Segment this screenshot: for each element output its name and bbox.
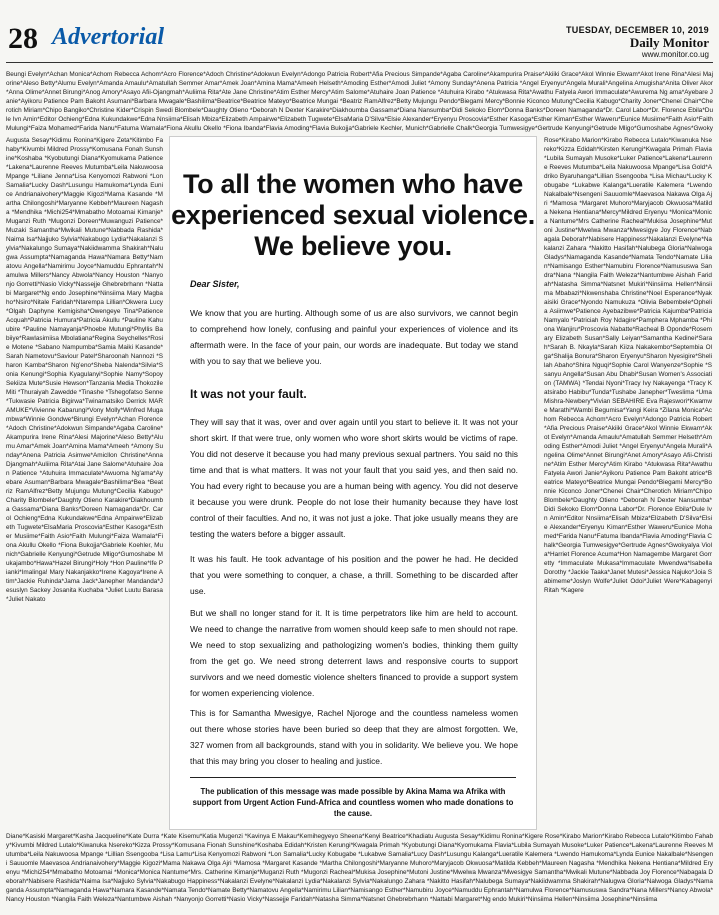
open-letter-panel — [169, 136, 537, 830]
paragraph-3: It was his fault. He took advantage of his position and the power he had. He decided that you were something to conquer, a chase, a thrill. Something to be discarded after use. — [190, 554, 518, 596]
page-header — [0, 0, 719, 58]
header-divider — [6, 62, 713, 63]
signatory-names-top: Beungi Evelyn*Achan Monica*Achom Rebecca Achom*Acro Florence*Adoch Christine*Adokwun Evelyn*Adongo Patricia Robert*Afia Precious Simpande*Agaba Caroline*Akampurira Praise*Akiiki Grace*Akol Winnie Ekwam*Akot Irene Rina*Alesi Majorine*Aleso Betty*Alumu Evelyn*Amanda Amaulu*Amatullah Semmer Amar*Amek Joan*Amina Mama*Ameeh Helseth*Amoding Esther*Amodi Juliet *Amony Sunday*Anena Patricia *Angel Eryenyu*Angela Murali*Angelina Amugisha*Anita Oliver Akor*Anna Olime*Annet Birungi*Anog Amory*Asayo Afii-Ojangmah*Auliima Rita*Ate Jane Christine*Atim Esther Mercy*Atim Salome*Atuhaire Joan Patience *Atuhuira Kirabo *Atukwasa Rita*Awathu Fatyela Awori Immaculate*Awurema Ng ama*Ayebare Janie*Ayikoru Patience Pam Bakoht Asumani*Barbara Mwagale*Bashilima*Beatrice*Beatrice Mateyo*Beatrice Mungai *Beatriz RamAlfrez*Betty Mujungu Pendo*Biegami Mercy*Bonnie Kiconco Mutung*Cecilia Kabugo*Charity Joner*Chenei Chair*Cherotich Miriam*Chipo Bangiko*Christine Kider*Crispin Swedi Blombele*Daughty Otieno *Deborah N Dexter Karakire*Diakhoumba Gassama*Diana Nansumba*Didi Sekoko Elom*Donna Banks*Doreen Namaganda*Dr. Carol Labor*Dr. Florence Ebila*Dule Ivn Amin*Editor Ochieng*Edna Kukundakwe*Edna Nnsiima*Elisah Mbiza*Elizabeth Ampairwe*Elizabeth Tugwete*ElsaMaria D'Silva*Elsie Alexander*Eryenyu Proscovia*Esther Kasoga*Esther Kiman*Esther Waweru*Eunice Musiime*Faith Asio*Faith Mulungi*Faiza Mohamed*Farida Nanu*Fatuma Wamala*Fiona Akullu Okello *Fiona Ibanda*Flavia Amoding*Flavia Bukojja*Gabriele Kechler, Munich*Gabrielle Chalk*Georgia Tumwesigye*Gertrude Kenyungi*Getrude Mligo*Gumoshabe Agnes*Gwoky — [6, 71, 713, 132]
signatory-names-left: Augusta Sesay*Kidimu Ronina*Kigere Zeta*Kitimbo Fahaby*Kivumbi Mildred Prossy*Komusana Fonah Sunshine*Koshaba *Kyobutungi Diana*Kyomukama Patience*Lakena*Laurenne Reeves Mutumba*Leila Nakuwoosa Mpange *Liliane Jenna*Lisa Kenyomozi Rabwoni *Lon Samalia*Lucky Dash*Lusungu Hamukoma*Lynda Eunice Andrianaivohery*Maggie Kigozi*Mama Kasande *Martha Chilongoshi*Maryanne Kebbeh*Maureen Nagasha *Mendhika *Michi254*Mmabatho Motoamai Kimanje*Muganzi Ruth *Mugonzi Doreen*Muwanguzi Patience*Muzaki Samantha*Mwikali Mutune*Nabbada Rashida*Naima Isa*Najjuko Sylvia*Nakabugo Lydia*Nakalanzi Sylvia*Nakalungo Sumaya*Nakiidwamma Shakirah*Nalugwa Assumpta*Namaganda Hawa*Namara Betty*Namatovu Angella*Namirimu Joyce*Namuddu Ephrantah*Namulwa Millers*Nancy Abwola*Nancy Houston *Nanyonjo Gorretti*Nasio Vicky*Nassejje Ghebrebrhann *Nattabi Margaret*Ng endo Josephine*Ninsiima Mary Magbaho*Nsiro*Nitale Faridah*Ntarempa Lillian*Okwera Lucy*Olgah Daphyne Kemigisha*Owengeye Tina*Patience Acquah*Patricia Humura*Patricia Akullu *Pauline Kahuubire *Pauline Namayanja*Phoebe Mutungi*Phyllis Babiiye*Rawlasimiisa Mbolatiana*Regina Seychelles*Rosie Motene *Sabano Nampumba*Samia Maiki Kasande*Sarah Nametovu*Saviour Patel*Sharoonah Nannozi *Sharon Kamba*Sharon Ng'eno*Sheba Nalenda*Silvia*Sonia Kenungi*Sophia Kyagulanyi*Sophie Namy*Sopoy Sekiiza Mute*Susie Hewson*Tanzania Media Thokozile Miti *Thuraiyah Zawedde *Tinashe *Tshegofatso Senne*Tukwasie Patricia Bigirwa*Twinamatsiko Derrick MARAMUKE*Vivienne Kabarungi*Vony Molly*Winfred Mugambwa*Winnie Gondwe*Birungi Evelyn*Achan Florence*Adoch Christine*Adokwun Simpande*Agaba Caroline*Akampurira Irene Rina*Alesi Majorine*Aleso Betty*Alumu Amar*Amek Joan*Amina Mama*Ameeh *Amony Sunday*Anena Patricia Asimwe*Amicllon Christine*Anna Djangmah*Auliima Rita*Atai Jane Salome*Atuhaire Joan Patience *Atuhuira Immaculate*Awuoma Ng'ama*Ayebare Asuman*Barbara Mwagale*Bashilima*Bea *Beatriz RamAlfrez*Betty Mujungu Mutung*Cecilia Kabugo*Charity Blombele*Daughty Otieno Karakire*Diakhoumba Gassama*Diana Banks*Doreen Namaganda*Dr. Carol Ochieng*Edna Kukundakwe*Edna Ampairwe*Elizabeth Tugwete*ElsaMaria Proscovia*Esther Kasoga*Esther Musiime*Faith Asio*Faith Mulungi*Faiza Wamala*Fiona Akullu Okello *Fiona Bukojja*Gabriele Koehler, Munich*Gabrielle Kenyungi*Getrude Mligo*Gumoshabe Mukajambo*Hawa*Hazel Birungi*Holy *Hon Pauline*Ife Pianki*Imalinga! Mary Nakanjakko*Irene Kagoya*Irene Atim*Jackie Ruhinda*Jama Jack*Janepher Mandanda*Jesuslyn Sackey Josanita Kuchaba *Juliet Luutu Barasa*Juliet Nakato — [6, 137, 163, 603]
paragraph-1: We know that you are hurting. Although some of us are also survivors, we cannot begin to comprehend how lonely, confusing and painful your experiences of violence and its aftermath were. In the face of your pain, our words are inadequate. But today we stand with you to say that we believe you. — [190, 308, 518, 366]
website-link[interactable]: www.monitor.co.ug — [641, 50, 709, 59]
section-title: Advertorial — [52, 24, 164, 50]
headline-line-2: experienced sexual violence. — [171, 200, 535, 230]
headline — [170, 169, 536, 262]
sponsor-note: The publication of this message was made possible by Akina Mama wa Afrika with support from Urgent Action Fund-Africa and countless women who made donations to the cause. — [190, 777, 516, 819]
issue-date: TUESDAY, DECEMBER 10, 2019 — [565, 25, 709, 35]
headline-line-3: We believe you. — [254, 231, 452, 261]
paragraph-5: This is for Samantha Mwesigye, Rachel Njoroge and the countless nameless women out there whose stories have been buried so deep that they are almost forgotten. We, 327 women from all backgrounds, stand with you in solidarity. We believe you. We hope that this may bring you closer to healing and justice. — [190, 708, 518, 766]
salutation: Dear Sister, — [190, 279, 240, 289]
headline-line-1: To all the women who have — [182, 169, 524, 199]
newspaper-name: Daily Monitor — [629, 35, 709, 50]
paragraph-2: They will say that it was, over and over again until you start to believe it. It was not your short skirt. If that were true, only women who wore short skirts would be victims of rape. You did not deserve it because you had many previous sexual partners. You said no this time and that is what matters. It was not your fault that you said yes, and then said no. You had every right to because you are a human being with agency. You did not deserve it because you were drunk. People do not lose their humanity because they have lost control of their faculties. And no, it was not just a joke. That joke usually means they are testing the waters before a bigger assault. — [190, 417, 518, 539]
page-number: 28 — [8, 22, 38, 55]
signatory-names-bottom: Diane*Kasiski Margaret*Kasha Jacqueline*Kate Durra *Kate Kisemu*Katia Mugenzi *Kavinya E Makau*Kemihegyeyo Sheena*Kenyi Beatrice*Khadiatu Augusta Sesay*Kidimu Ronina*Kigere Rose*Kirabo Marion*Kirabo Rebecca Lutalo*Kitimbo Fahaby*Kivumbi Mildred Lutalo*Kiwanuka Nsereko*Kizza Prossy*Komusana Fionah Sunshine*Koshaba Edidah*Kristen Kerungi*Kwagala Primah *Kyobutungi Diana*Kyomukama Flavia*Lubila Sumayah Musoke*Luker Patience*Lakena*Laurenne Reeves Mutumba*Leila Nakuwoosa Mpange *Lillian Ssengooba *Lisa Lamu*Lisa Kenyomozi Rabwoni *Lon Samalia*Lucky Kobugabe *Lukabwe Samalia*Lucy Dash*Lusungu Kalanga*Lueratile Kalemera *Lwendo Hamukoma*Lynda Eunice Nakalbale*Nsengeni Sauuomle Maevasoa Andrianaivohery*Maggie Kigozi*Mama Nakawa Olga Ajri *Mamosa *Margaret Kasande *Martha Chilongoshi*Maryanne Muhoro*Maryjacob Okwuosa*Matilda Kebbeh*Maureen Nagasha *Mendhika Nekena Hentiana*Mildred Eryenyu *Michi254*Mmabatho Motoamai *Monica*Monica Nantume*Mrs. Catherine Kimanje*Muganzi Ruth *Mugonzi Racheal*Mukisa Josephine*Mutoni Justine*Mwelwa Mwanza*Mwesigye Samantha*Mwikali Mutune*Nabbada Joy Florence*Nabagala Deborah*Nabisere Rashida*Naima Isa*Najjuko Sylvia*Nakabugo Happiness*Nakalanzi Evelyne*Nakalanzi Lydia*Nakalanzi Sylvia*Nakalungo Zahara *Nakitto Hasifah*Nalubega Sumaya*Nakiidwamma Shakirah*Nalugwa Gloria*Nalwoga Gladys*Namaganda Assumpta*Namaganda Hawa*Namara Kasande*Namata Tendo*Namate Betty*Namatovu Angella*Namirimu Lilian*Namisango Esther*Namubiru Joyce*Namuddu Ephrantah*Namulwa Florence*Namususwa Sandra*Nana Millers*Nancy Abwola*Nancy Houston *Nangila Faith Weleza*Nantumbwe Aishah *Nanyonjo Gorretti*Nasio Vicky*Nassejje Faridah*Natasha Simma*Natsnet Ghebrebrhann *Nattabi Margaret*Ng endo Mukiri*Ninsiima Hellen*Ninsiima Josephine*Ninsiima — [6, 833, 713, 903]
paragraph-4: But we shall no longer stand for it. It is time perpetrators like him are held to account. We need to change the narrative from women should keep safe to men should not rape. We need to stop sexualizing and pathologizing women's bodies, thinking them guilty from the get go. We need strong deterrent laws and responsive courts to support survivors and we need domestic violence shelters financed to provide a support system for women experiencing violence. — [190, 608, 518, 698]
subheading: It was not your fault. — [190, 387, 307, 401]
signatory-names-right: Rose*Kirabo Marion*Kirabo Rebecca Lutalo*Kiwanuka Nsereko*Kizza Edidah*Kirsten Kerungi*Kwagala Primah Flavia*Lubila Sumayah Musoke*Luker Patience*Lakena*Laurenne Reeves Mutumba*Leila Nakuwoosa Mpange*Lisa Gold*Adriko Byaruhanga*Lillian Ssengooba *Lisa Michau*Lucky Kobugabe *Lukabwe Kalanga*Lueratile Kalemera *Lwendo Nakalbale*Nsengeni Sauuomle*Maevasoa Nakawa Olga Ajri *Mamosa *Margaret Muhoro*Maryjacob Okwuosa*Matilda Nekena Hentiana*Mercy*Mildred Eryenyu *Monica*Monica Nantume*Mrs Catherine Racheal*Mukisa Josephine*Mutoni Justine*Mwelwa Mwanza*Mwesigye Joy Florence*Nabagala Deborah*Nabisere Happiness*Nakalanzi Evelyne*Nakalanzi Zahara *Nakitto Hasifah*Nalubega Gloria*Nalwoga Gladys*Namaganda Kasande*Namata Tendo*Namate Lilian*Namisango Esther*Namubiru Florence*Namususwa Sandra*Nana *Nangila Faith Weleza*Nantumbwe Aishah Faridah*Natasha Simma*Natsnet Mukiri*Ninsiima Hellen*Ninsiima Mbabazi*Nkwenshaba Christine*Noel Esperance*Nyakaisiki Grace*Nyondo Namukuza *Olivia Bebembele*Ophelia Asiimwe*Patience Ayebazibwe*Patricia Kajumba*Patricia Namyalo *Patriciah Roy Ndagire*Pamphera Mphamba *Phiona Wanjiru*Proscovia Nabatte*Racheal B Oponde*Rosemary Elizabeth Susan*Sally Leiyan*Samantha Kedinei*Sarah*Sarah B. Nkayla*Sarah Kiiza Nakakembo*Septembia Olga*Shalija Bonura*Sharon Eryenyu*Sharon Nyesigire*Shelilah Abaho*Shira Nguqi*Sophie Carol Wanyenze*Sophie *Ssanyu Angella*Susan Abu Dhabi*Susan Women's Association (TAMWA) *Tendai Nyoni*Tracy Ivy Nakayenga *Tracy Katsirabo Habibu*Tunda*Tushabe Janepher*Tweslima *Uma Mishra-Newbery*Vivian SEBAHIRE Eva Rajeswori*Kwamwe Marathi*Wambi Begumisa*Yangi Keira *Zilana Monica*Achom Rebecca Achom*Acro Evelyn*Adongo Patricia Robert*Afia Precious Praise*Akiiki Grace*Akol Winnie Ekwam*Akot Evelyn*Amanda Amaulu*Amatullah Semmer Helseth*Amoding Esther*Amodi Juliet *Angel Eryenyu*Angela Murali*Angelina Olime*Annet Birungi*Anet Amory*Asayo Afii-Christine*Atim Esther Mercy*Atim Kirabo *Atukwasa Rita*Awathu Fatyela Awori Janie*Ayikoru Patience Pam Bakoht atrice*Beatrice Mateyo*Beatrice Mungai Pendo*Biegami Mercy*Bonnie Kiconco Joner*Chenei Chair*Cherotich Miriam*Chipo Blombele*Daughty Otieno *Deborah N Dexter Nansumba*Didi Sekoko Elom*Donna Labor*Dr. Florence Ebila*Dule Ivn Amin*Editor Nnsiima*Elisah Mbiza*Elizabeth D'Silva*Elsie Alexander*Eryenyu Kiman*Esther Waweru*Eunice Mohamed*Farida Nanu*Fatuma Ibanda*Flavia Amoding*Flavia Chalk*Georgia Tumwesigye*Gertrude Agnes*Gwokyalya Viola*Harriet Florence Acuma*Hon Namagembe Margaret Gorretty *Immaculate Mukasa*Immaculate Mwendwa*Isabella Dorothy *Jackie Taaka*Janet Mutesi*Jessica Najuko*Joia Sabimeme*Joslyn Wolfe*Juliet Odoi*Juliet Were*Kabagenyi Ritah *Kagere — [544, 137, 712, 594]
